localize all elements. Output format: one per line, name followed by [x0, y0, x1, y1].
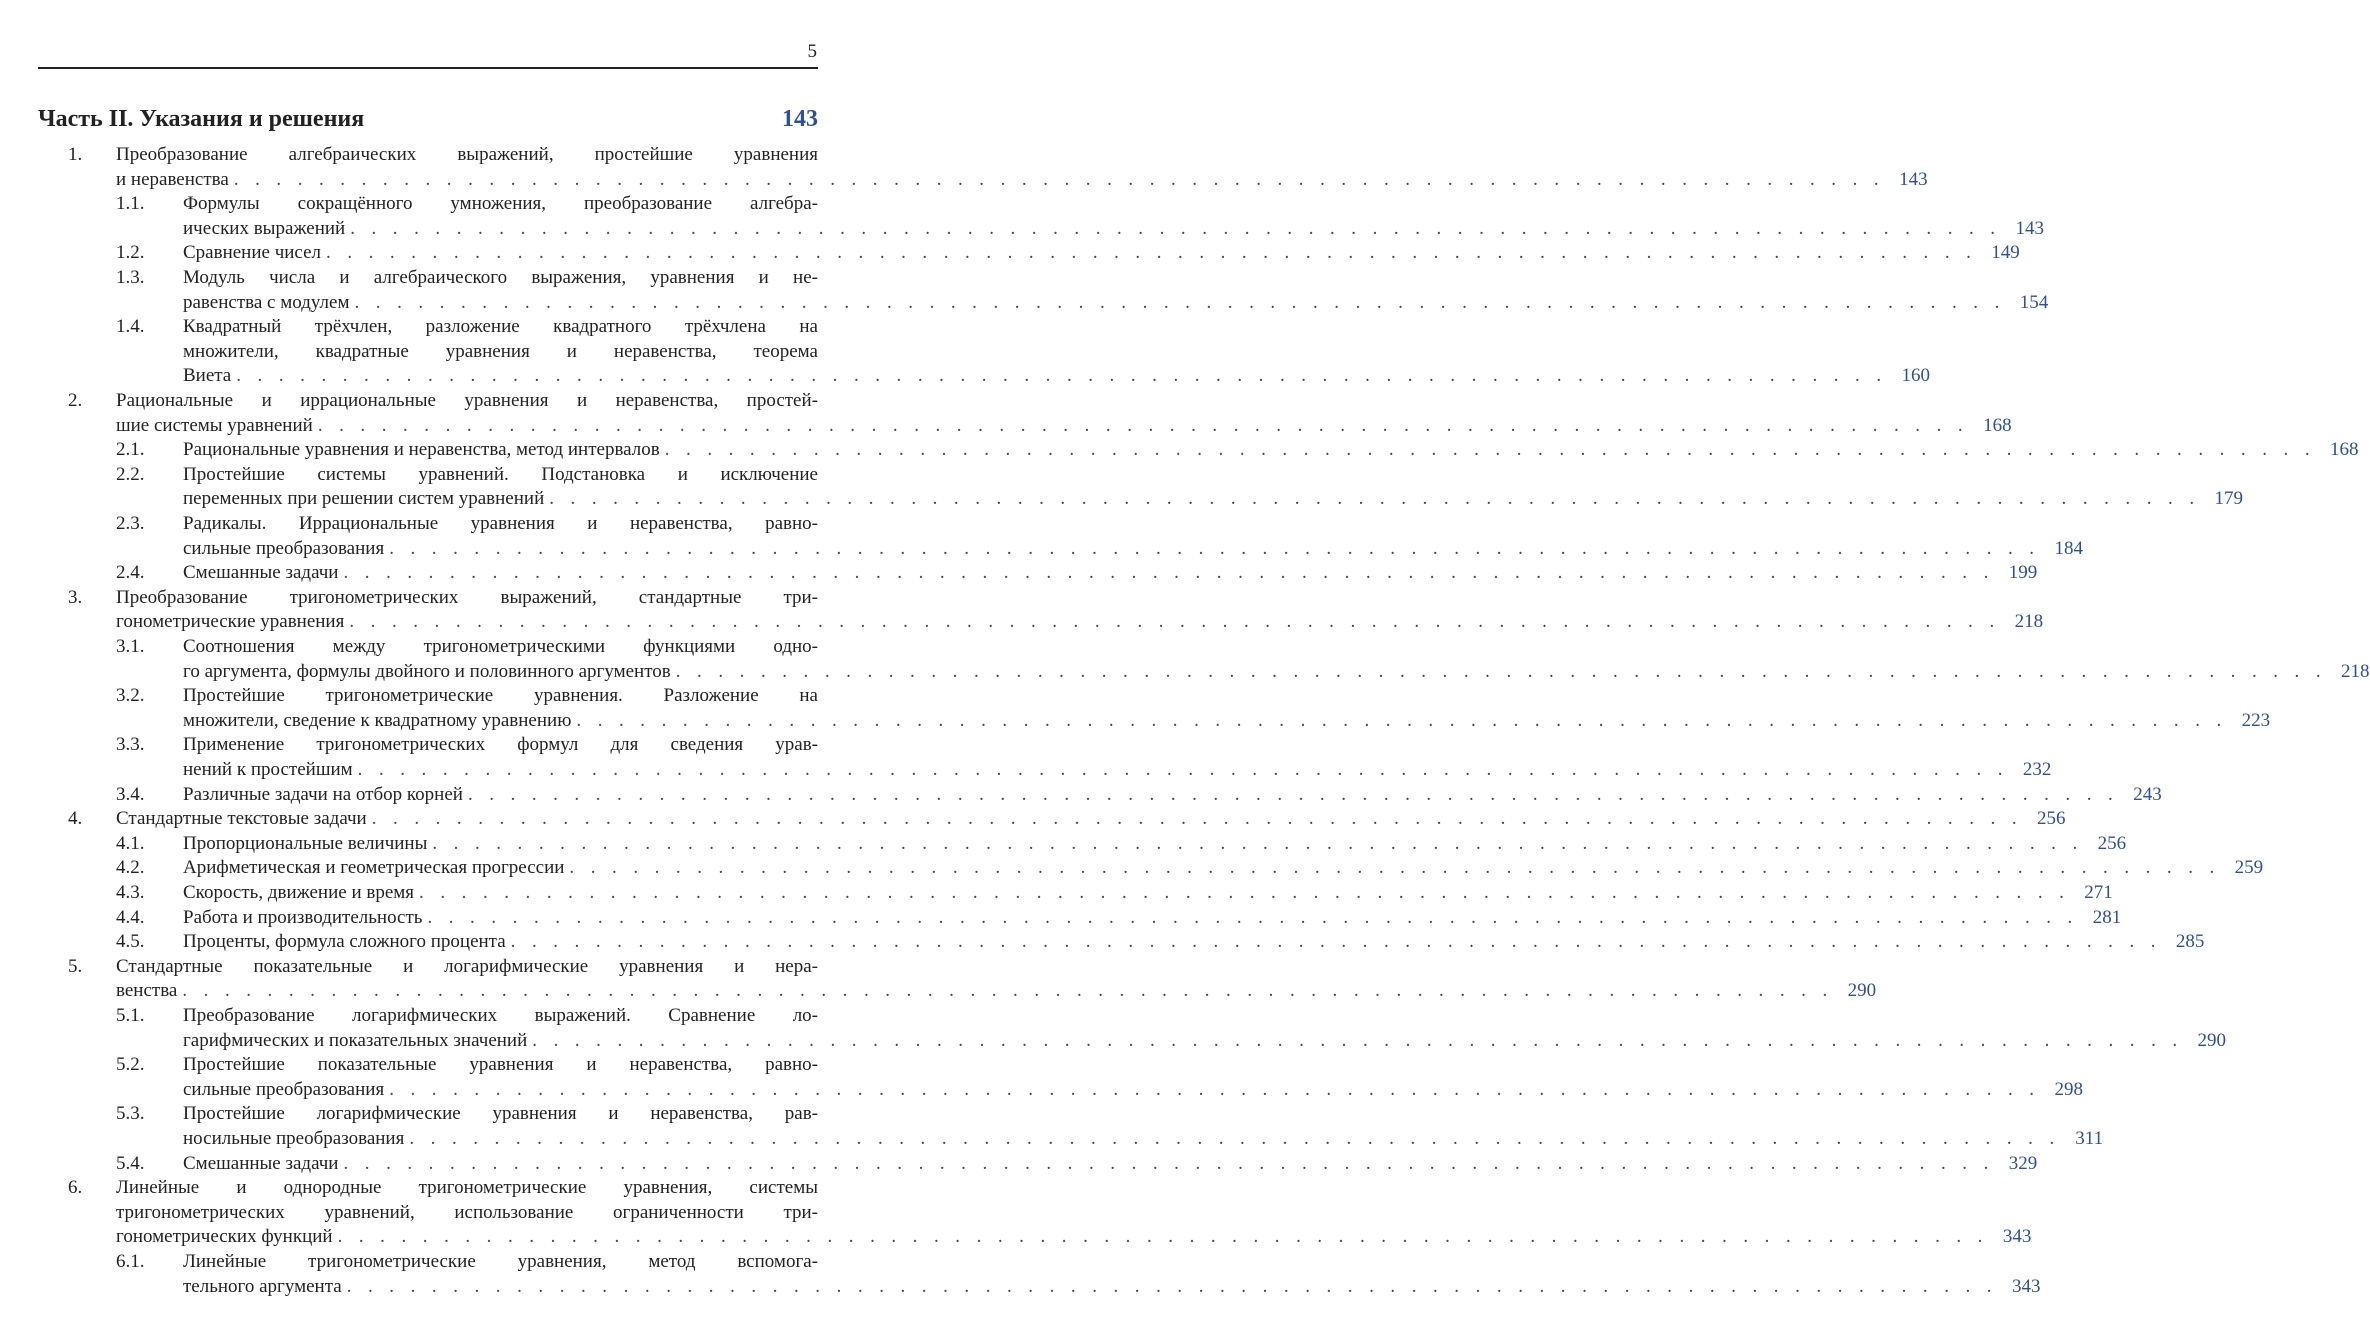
dot-leader: . . . . . . . . . . . . . . . . . . . . . . . . . . . . . . . . . . . . . . . . . . . . . . . . . . . . . . . . . . . . . . . . . . . . . . . . . . . . . .: [467, 783, 2119, 805]
chapter-page-link[interactable]: 290: [1847, 980, 1877, 1002]
section-number: 2.4.: [116, 562, 145, 584]
section-entry-line: [0, 463, 857, 487]
section-entry-line: [0, 340, 857, 364]
section-title-row: [183, 291, 2049, 315]
section-entry-line[interactable]: [0, 1029, 2227, 1053]
section-title-line: Простейшие логарифмические уравнения и неравенства, рав-: [183, 1103, 818, 1125]
section-title-line: нений к простейшим: [183, 759, 353, 780]
chapter-entry-line: [0, 389, 857, 413]
chapter-title-line: тригонометрических уравнений, использование ограниченности три-: [116, 1201, 818, 1223]
section-number: 3.3.: [116, 734, 145, 756]
section-number: 5.2.: [116, 1054, 145, 1076]
dot-leader: . . . . . . . . . . . . . . . . . . . . . . . . . . . . . . . . . . . . . . . . . . . . . . . . . . . . . . . . . . . . . . . . . . . . . . . . . . . . . .: [427, 906, 2079, 928]
chapter-entry-line: [0, 955, 857, 979]
chapter-page-link[interactable]: 256: [2036, 808, 2066, 830]
part-page-link[interactable]: 143: [782, 106, 818, 132]
dot-leader: . . . . . . . . . . . . . . . . . . . . . . . . . . . . . . . . . . . . . . . . . . . . . . . . . . . . . . . . . . . . . . . . . . . . . . . . . . . . . .: [532, 1029, 2184, 1051]
chapter-entry-line[interactable]: [0, 610, 2044, 634]
dot-leader: . . . . . . . . . . . . . . . . . . . . . . . . . . . . . . . . . . . . . . . . . . . . . . . . . . . . . . . . . . . . . . . . . . . . . . . . . . . . . .: [371, 808, 2023, 830]
section-title-row: [183, 364, 1930, 388]
section-title-line: Смешанные задачи: [183, 562, 339, 584]
section-title-line: множители, сведение к квадратному уравнению: [183, 709, 572, 731]
section-entry-line[interactable]: [0, 1127, 2104, 1151]
section-title-line: го аргумента, формулы двойного и половинного аргументов: [183, 660, 671, 682]
section-title-line: множители, квадратные уравнения и неравенства, теорема: [183, 340, 818, 362]
section-page-link[interactable]: 256: [2097, 832, 2127, 854]
section-page-link[interactable]: 199: [2008, 562, 2038, 584]
section-title-line: Простейшие показательные уравнения и неравенства, равно-: [183, 1054, 818, 1076]
chapter-title-line: и неравенства: [116, 168, 229, 190]
section-entry-line[interactable]: [0, 438, 2359, 462]
chapter-number: 5.: [68, 955, 83, 977]
chapter-number: 2.: [68, 390, 83, 411]
section-entry-line[interactable]: [0, 709, 2271, 733]
section-number: 4.2.: [116, 857, 145, 879]
chapter-page-link[interactable]: 343: [2002, 1226, 2032, 1248]
section-title-row: [183, 241, 2020, 265]
section-entry-line[interactable]: [0, 291, 2049, 315]
section-entry-line[interactable]: [0, 660, 2370, 684]
section-page-link[interactable]: 149: [1991, 242, 2020, 264]
section-title-line: Простейшие тригонометрические уравнения. Разложение на: [183, 685, 818, 707]
page-number: 5: [807, 41, 817, 62]
section-number: 6.1.: [116, 1251, 145, 1272]
chapter-entry-line[interactable]: [0, 1225, 2032, 1249]
section-title-line: Преобразование логарифмических выражений. Сравнение ло-: [183, 1005, 818, 1026]
section-entry-line: [0, 1004, 857, 1028]
section-page-link[interactable]: 184: [2054, 537, 2083, 559]
dot-leader: . . . . . . . . . . . . . . . . . . . . . . . . . . . . . . . . . . . . . . . . . . . . . . . . . . . . . . . . . . . . . . . . . . . . . . . . . . . . . .: [233, 168, 1885, 190]
chapter-number: 6.: [68, 1177, 83, 1199]
dot-leader: . . . . . . . . . . . . . . . . . . . . . . . . . . . . . . . . . . . . . . . . . . . . . . . . . . . . . . . . . . . . . . . . . . . . . . . . . . . . . .: [357, 759, 2009, 780]
dot-leader: . . . . . . . . . . . . . . . . . . . . . . . . . . . . . . . . . . . . . . . . . . . . . . . . . . . . . . . . . . . . . . . . . . . . . . . . . . . . . .: [549, 488, 2200, 510]
section-number: 1.4.: [116, 316, 145, 338]
section-title-row: [183, 906, 2122, 930]
section-title-line: Работа и производительность: [183, 906, 423, 928]
section-page-link[interactable]: 311: [2075, 1128, 2104, 1149]
section-title-row: [183, 758, 2052, 782]
dot-leader: . . . . . . . . . . . . . . . . . . . . . . . . . . . . . . . . . . . . . . . . . . . . . . . . . . . . . . . . . . . . . . . . . . . . . . . . . . . . . .: [569, 857, 2221, 879]
section-title-row: [183, 1152, 2038, 1176]
section-entry-line[interactable]: [0, 1078, 2083, 1102]
section-title-line: Виета: [183, 365, 232, 387]
chapter-title-line: Преобразование тригонометрических выражений, стандартные три-: [116, 586, 818, 608]
section-entry-line[interactable]: [0, 364, 1930, 388]
section-number: 5.1.: [116, 1005, 145, 1026]
chapter-entry-line: [0, 143, 857, 167]
chapter-entry-line[interactable]: [0, 168, 1928, 192]
dot-leader: . . . . . . . . . . . . . . . . . . . . . . . . . . . . . . . . . . . . . . . . . . . . . . . . . . . . . . . . . . . . . . . . . . . . . . . . . . . . . .: [343, 1152, 1995, 1174]
section-entry-line[interactable]: [0, 217, 2044, 241]
section-entry-line: [0, 635, 857, 659]
section-entry-line[interactable]: [0, 1152, 2038, 1176]
section-number: 1.1.: [116, 193, 145, 215]
section-page-link[interactable]: 243: [2133, 783, 2162, 805]
section-page-link[interactable]: 160: [1901, 365, 1930, 387]
dot-leader: . . . . . . . . . . . . . . . . . . . . . . . . . . . . . . . . . . . . . . . . . . . . . . . . . . . . . . . . . . . . . . . . . . . . . . . . . . . . . .: [419, 882, 2070, 903]
section-entry-line[interactable]: [0, 881, 2113, 905]
chapter-title-line: Рациональные и иррациональные уравнения и неравенства, простей-: [116, 390, 818, 411]
dot-leader: . . . . . . . . . . . . . . . . . . . . . . . . . . . . . . . . . . . . . . . . . . . . . . . . . . . . . . . . . . . . . . . . . . . . . . . . . . . . . .: [432, 832, 2084, 854]
chapter-title-line: гонометрических функций: [116, 1226, 333, 1248]
chapter-entry-line[interactable]: [0, 414, 2012, 438]
section-page-link[interactable]: 143: [2015, 217, 2044, 239]
section-title-line: тельного аргумента: [183, 1275, 342, 1297]
dot-leader: . . . . . . . . . . . . . . . . . . . . . . . . . . . . . . . . . . . . . . . . . . . . . . . . . . . . . . . . . . . . . . . . . . . . . . . . . . . . . .: [326, 242, 1977, 264]
section-title-line: Сравнение чисел: [183, 242, 322, 264]
chapter-number: 1.: [68, 144, 83, 165]
section-page-link[interactable]: 232: [2022, 759, 2052, 780]
section-entry-line[interactable]: [0, 241, 2020, 265]
dot-leader: . . . . . . . . . . . . . . . . . . . . . . . . . . . . . . . . . . . . . . . . . . . . . . . . . . . . . . . . . . . . . . . . . . . . . . . . . . . . . .: [350, 217, 2001, 239]
section-title-line: равенства с модулем: [183, 291, 350, 313]
dot-leader: . . . . . . . . . . . . . . . . . . . . . . . . . . . . . . . . . . . . . . . . . . . . . . . . . . . . . . . . . . . . . . . . . . . . . . . . . . . . . .: [576, 709, 2228, 731]
section-title-line: сильные преобразования: [183, 537, 385, 559]
section-title-row: [183, 1127, 2104, 1151]
section-number: 4.4.: [116, 906, 145, 928]
section-entry-line[interactable]: [0, 930, 2205, 954]
section-title-line: Скорость, движение и время: [183, 882, 415, 903]
section-title-row: [183, 217, 2044, 241]
section-entry-line: [0, 1250, 857, 1274]
section-page-link[interactable]: 298: [2054, 1078, 2083, 1100]
section-page-link[interactable]: 168: [2329, 439, 2359, 461]
dot-leader: . . . . . . . . . . . . . . . . . . . . . . . . . . . . . . . . . . . . . . . . . . . . . . . . . . . . . . . . . . . . . . . . . . . . . . . . . . . . . .: [182, 980, 1834, 1002]
section-entry-line: [0, 266, 857, 290]
section-title-line: Различные задачи на отбор корней: [183, 783, 463, 805]
section-page-link[interactable]: 343: [2011, 1275, 2041, 1297]
chapter-number: 4.: [68, 808, 83, 830]
dot-leader: . . . . . . . . . . . . . . . . . . . . . . . . . . . . . . . . . . . . . . . . . . . . . . . . . . . . . . . . . . . . . . . . . . . . . . . . . . . . . .: [317, 414, 1969, 436]
section-title-row: [183, 783, 2162, 807]
section-title-row: [183, 930, 2205, 954]
section-title-line: Применение тригонометрических формул для сведения урав-: [183, 734, 818, 756]
section-number: 1.2.: [116, 242, 145, 264]
chapter-title-line: Преобразование алгебраических выражений, простейшие уравнения: [116, 144, 818, 165]
chapter-title-line: Стандартные показательные и логарифмические уравнения и нера-: [116, 955, 818, 977]
chapter-entry-line: [0, 1201, 857, 1225]
section-page-link[interactable]: 179: [2214, 488, 2243, 510]
section-title-row: [183, 1029, 2227, 1053]
section-entry-line[interactable]: [0, 758, 2052, 782]
section-title-line: переменных при решении систем уравнений: [183, 488, 545, 510]
section-entry-line: [0, 1102, 857, 1126]
chapter-title-line: шие системы уравнений: [116, 414, 313, 436]
section-entry-line[interactable]: [0, 783, 2162, 807]
section-title-line: носильные преобразования: [183, 1128, 405, 1149]
section-page-link[interactable]: 329: [2008, 1152, 2038, 1174]
dot-leader: . . . . . . . . . . . . . . . . . . . . . . . . . . . . . . . . . . . . . . . . . . . . . . . . . . . . . . . . . . . . . . . . . . . . . . . . . . . . . .: [664, 439, 2316, 461]
section-page-link[interactable]: 285: [2175, 931, 2205, 953]
section-title-line: Линейные тригонометрические уравнения, метод вспомога-: [183, 1251, 818, 1272]
section-title-row: [183, 561, 2038, 585]
section-entry-line: [0, 192, 857, 216]
chapter-entry-line[interactable]: [0, 807, 2066, 831]
section-number: 2.1.: [116, 439, 145, 461]
dot-leader: . . . . . . . . . . . . . . . . . . . . . . . . . . . . . . . . . . . . . . . . . . . . . . . . . . . . . . . . . . . . . . . . . . . . . . . . . . . . . .: [349, 611, 2001, 633]
chapter-entry-line[interactable]: [0, 979, 1877, 1003]
section-title-line: сильные преобразования: [183, 1078, 385, 1100]
chapter-title-row: [116, 979, 1877, 1003]
section-page-link[interactable]: 271: [2084, 882, 2113, 903]
section-title-line: Рациональные уравнения и неравенства, метод интервалов: [183, 439, 660, 461]
section-entry-line[interactable]: [0, 537, 2083, 561]
section-page-link[interactable]: 259: [2234, 857, 2264, 879]
section-page-link[interactable]: 290: [2197, 1029, 2227, 1051]
section-title-line: гарифмических и показательных значений: [183, 1029, 528, 1051]
dot-leader: . . . . . . . . . . . . . . . . . . . . . . . . . . . . . . . . . . . . . . . . . . . . . . . . . . . . . . . . . . . . . . . . . . . . . . . . . . . . . .: [675, 660, 2327, 682]
section-title-line: Квадратный трёхчлен, разложение квадратного трёхчлена на: [183, 316, 818, 338]
section-number: 2.3.: [116, 513, 145, 534]
chapter-title-line: Линейные и однородные тригонометрические уравнения, системы: [116, 1177, 818, 1199]
section-entry-line[interactable]: [0, 906, 2122, 930]
chapter-entry-line: [0, 586, 857, 610]
section-title-line: Проценты, формула сложного процента: [183, 931, 506, 953]
chapter-number: 3.: [68, 586, 83, 608]
section-title-row: [183, 1275, 2041, 1299]
dot-leader: . . . . . . . . . . . . . . . . . . . . . . . . . . . . . . . . . . . . . . . . . . . . . . . . . . . . . . . . . . . . . . . . . . . . . . . . . . . . . .: [236, 365, 1887, 387]
part-title: Часть II. Указания и решения: [38, 106, 365, 132]
section-page-link[interactable]: 218: [2341, 660, 2370, 682]
section-number: 3.2.: [116, 685, 145, 707]
section-number: 3.1.: [116, 636, 145, 657]
section-entry-line[interactable]: [0, 561, 2038, 585]
section-title-row: [183, 881, 2113, 905]
section-title-line: Радикалы. Иррациональные уравнения и неравенства, равно-: [183, 513, 818, 534]
section-title-line: Арифметическая и геометрическая прогрессии: [183, 857, 565, 879]
chapter-title-row: [116, 610, 2044, 634]
dot-leader: . . . . . . . . . . . . . . . . . . . . . . . . . . . . . . . . . . . . . . . . . . . . . . . . . . . . . . . . . . . . . . . . . . . . . . . . . . . . . .: [389, 537, 2040, 559]
section-number: 1.3.: [116, 267, 145, 288]
section-title-row: [183, 487, 2243, 511]
section-number: 4.5.: [116, 931, 145, 953]
section-title-line: Пропорциональные величины: [183, 832, 428, 854]
chapter-title-row: [116, 414, 2012, 438]
dot-leader: . . . . . . . . . . . . . . . . . . . . . . . . . . . . . . . . . . . . . . . . . . . . . . . . . . . . . . . . . . . . . . . . . . . . . . . . . . . . . .: [337, 1226, 1989, 1248]
section-entry-line: [0, 733, 857, 757]
chapter-title-row: [116, 168, 1928, 192]
section-number: 3.4.: [116, 783, 145, 805]
section-title-line: Формулы сокращённого умножения, преобразование алгебра-: [183, 193, 818, 215]
chapter-page-link[interactable]: 143: [1899, 168, 1928, 190]
section-entry-line: [0, 684, 857, 708]
section-title-line: Модуль числа и алгебраического выражения, уравнения и не-: [183, 267, 818, 288]
chapter-title-row: [116, 807, 2066, 831]
section-title-line: Смешанные задачи: [183, 1152, 339, 1174]
section-entry-line: [0, 512, 857, 536]
chapter-page-link[interactable]: 218: [2014, 611, 2044, 633]
dot-leader: . . . . . . . . . . . . . . . . . . . . . . . . . . . . . . . . . . . . . . . . . . . . . . . . . . . . . . . . . . . . . . . . . . . . . . . . . . . . . .: [346, 1275, 1998, 1297]
section-page-link[interactable]: 154: [2019, 291, 2049, 313]
section-title-row: [183, 537, 2083, 561]
part-heading: [38, 104, 818, 134]
section-number: 4.1.: [116, 832, 145, 854]
section-number: 5.3.: [116, 1103, 145, 1125]
section-number: 4.3.: [116, 882, 145, 903]
section-page-link[interactable]: 223: [2241, 709, 2271, 731]
chapter-title-line: Стандартные текстовые задачи: [116, 808, 367, 830]
section-title-row: [183, 438, 2359, 462]
section-page-link[interactable]: 281: [2092, 906, 2122, 928]
chapter-title-row: [116, 1225, 2032, 1249]
section-title-row: [183, 832, 2127, 856]
section-entry-line[interactable]: [0, 1275, 2041, 1299]
chapter-page-link[interactable]: 168: [1983, 414, 2012, 436]
dot-leader: . . . . . . . . . . . . . . . . . . . . . . . . . . . . . . . . . . . . . . . . . . . . . . . . . . . . . . . . . . . . . . . . . . . . . . . . . . . . . .: [389, 1078, 2040, 1100]
section-number: 5.4.: [116, 1152, 145, 1174]
dot-leader: . . . . . . . . . . . . . . . . . . . . . . . . . . . . . . . . . . . . . . . . . . . . . . . . . . . . . . . . . . . . . . . . . . . . . . . . . . . . . .: [343, 562, 1995, 584]
chapter-title-line: венства: [116, 980, 178, 1002]
section-title-row: [183, 1078, 2083, 1102]
header-rule: [38, 67, 818, 69]
section-title-row: [183, 709, 2271, 733]
section-title-line: Соотношения между тригонометрическими функциями одно-: [183, 636, 818, 657]
section-title-row: [183, 856, 2264, 880]
dot-leader: . . . . . . . . . . . . . . . . . . . . . . . . . . . . . . . . . . . . . . . . . . . . . . . . . . . . . . . . . . . . . . . . . . . . . . . . . . . . . .: [409, 1128, 2061, 1149]
section-title-line: Простейшие системы уравнений. Подстановка и исключение: [183, 463, 818, 485]
section-entry-line: [0, 315, 857, 339]
dot-leader: . . . . . . . . . . . . . . . . . . . . . . . . . . . . . . . . . . . . . . . . . . . . . . . . . . . . . . . . . . . . . . . . . . . . . . . . . . . . . .: [510, 931, 2162, 953]
section-title-row: [183, 660, 2370, 684]
section-entry-line[interactable]: [0, 856, 2264, 880]
chapter-entry-line: [0, 1176, 857, 1200]
section-entry-line: [0, 1053, 857, 1077]
section-number: 2.2.: [116, 463, 145, 485]
section-entry-line[interactable]: [0, 487, 2243, 511]
chapter-title-line: гонометрические уравнения: [116, 611, 345, 633]
dot-leader: . . . . . . . . . . . . . . . . . . . . . . . . . . . . . . . . . . . . . . . . . . . . . . . . . . . . . . . . . . . . . . . . . . . . . . . . . . . . . .: [354, 291, 2006, 313]
section-title-line: ических выражений: [183, 217, 346, 239]
section-entry-line[interactable]: [0, 832, 2127, 856]
